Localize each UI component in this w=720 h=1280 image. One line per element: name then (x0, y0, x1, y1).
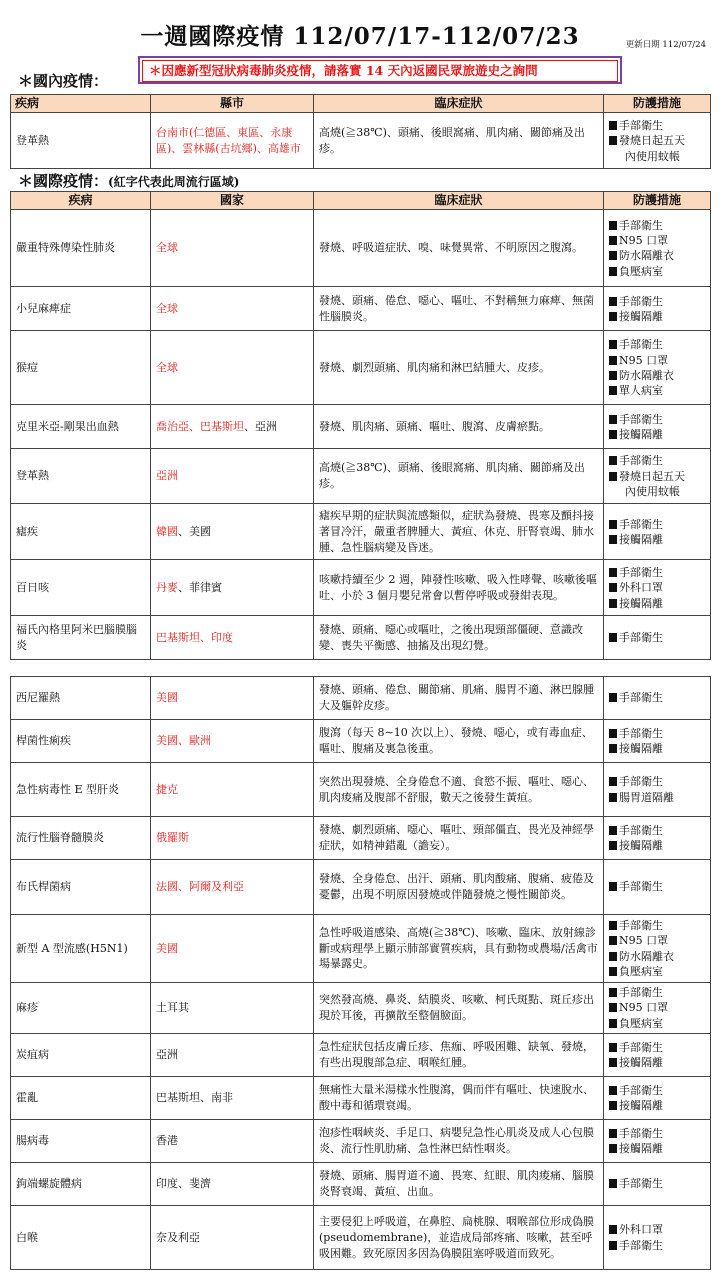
disease-cell: 嚴重特殊傳染性肺炎 (11, 210, 151, 287)
measure-item (609, 118, 705, 133)
bullet-square-icon (609, 312, 617, 321)
measure-label: 手部衛生 (619, 775, 663, 789)
measure-label: 外科口罩 (619, 1223, 663, 1237)
measure-label: 接觸隔離 (619, 427, 663, 441)
region-cell: 台南市(仁德區、東區、永康區)、雲林縣(古坑鄉)、高雄市 (151, 113, 314, 169)
measure-item (609, 149, 705, 164)
disease-cell: 桿菌性痢疾 (11, 720, 151, 763)
measure-item (609, 309, 705, 324)
disease-cell: 登革熱 (11, 449, 151, 504)
measure-item (609, 133, 705, 148)
region-cell (151, 763, 314, 817)
measures-cell (604, 504, 711, 560)
table-row (11, 1206, 711, 1270)
region-other: 亞洲 (156, 1048, 178, 1062)
table-row (11, 763, 711, 817)
symptoms-cell: 發燒、呼吸道症狀、嗅、味覺異常、不明原因之腹瀉。 (314, 210, 604, 287)
symptoms-cell: 無痛性大量米湯樣水性腹瀉，偶而伴有嘔吐、快速脫水、酸中毒和循環衰竭。 (314, 1077, 604, 1120)
bullet-square-icon (609, 356, 617, 365)
col-symptoms: 臨床症狀 (314, 95, 604, 113)
measure-label: 手部衛生 (619, 1126, 663, 1140)
domestic-heading: ＊國內疫情： (18, 72, 109, 90)
measure-item (609, 368, 705, 383)
symptoms-cell: 腹瀉（每天 8∼10 次以上）、發燒、噁心，或有毒血症、嘔吐、腹痛及裏急後重。 (314, 720, 604, 763)
col-region: 縣市 (151, 95, 314, 113)
measure-label: 手部衛生 (619, 880, 663, 894)
measure-item (609, 1055, 705, 1070)
measure-label: 手部衛生 (619, 294, 663, 308)
symptoms-cell: 急性症狀包括皮膚丘疹、焦痂、呼吸困難、缺氧、發燒，有些出現腹部急症、咽喉紅腫。 (314, 1034, 604, 1077)
measure-item (609, 1083, 705, 1098)
international-heading (18, 170, 239, 191)
bullet-square-icon (609, 967, 617, 976)
measures-cell (604, 287, 711, 331)
bullet-square-icon (609, 251, 617, 260)
bullet-square-icon (609, 221, 617, 230)
table-row (11, 210, 711, 287)
table-row (11, 287, 711, 331)
measure-label: 內使用蚊帳 (625, 485, 680, 499)
bullet-square-icon (609, 882, 617, 891)
notice-text: ＊因應新型冠狀病毒肺炎疫情，請落實 14 天內返國民眾旅遊史之詢問 (142, 60, 618, 82)
measure-item (609, 726, 705, 741)
table-row (11, 720, 711, 763)
measures-cell (604, 331, 711, 405)
measure-label: 手部衛生 (619, 1040, 663, 1054)
region-cell (151, 817, 314, 860)
region-highlight: 全球 (156, 360, 178, 374)
bullet-square-icon (609, 1129, 617, 1138)
measure-item (609, 469, 705, 484)
bullet-square-icon (609, 1241, 617, 1250)
disease-cell: 流行性腦脊髓膜炎 (11, 817, 151, 860)
region-highlight: 全球 (156, 241, 178, 255)
disease-cell: 瘧疾 (11, 504, 151, 560)
measure-label: 發燒日起五天 (619, 134, 685, 148)
region-cell (151, 405, 314, 449)
disease-cell: 鉤端螺旋體病 (11, 1163, 151, 1206)
measure-item (609, 964, 705, 979)
bullet-square-icon (609, 1043, 617, 1052)
measure-label: 手部衛生 (619, 1238, 663, 1252)
measure-label: 發燒日起五天 (619, 469, 685, 483)
table-row (11, 1163, 711, 1206)
measure-item (609, 337, 705, 352)
measure-label: 手部衛生 (619, 726, 663, 740)
region-highlight: 丹麥 (156, 580, 178, 594)
disease-cell: 白喉 (11, 1206, 151, 1270)
measure-item (609, 1141, 705, 1156)
measures-cell (604, 983, 711, 1034)
measure-item (609, 264, 705, 279)
measure-label: 手部衛生 (619, 918, 663, 932)
bullet-square-icon (609, 952, 617, 961)
measures-cell (604, 560, 711, 616)
region-cell (151, 1206, 314, 1270)
measure-item (609, 383, 705, 398)
symptoms-cell: 高燒(≧38℃)、頭痛、後眼窩痛、肌肉痛、關節痛及出疹。 (314, 113, 604, 169)
table-row (11, 1120, 711, 1163)
measure-item (609, 690, 705, 705)
region-highlight: 美國、歐洲 (156, 734, 211, 748)
region-cell (151, 983, 314, 1034)
measure-item (609, 484, 705, 499)
symptoms-cell: 突然出現發燒、全身倦怠不適、食慾不振、嘔吐、噁心、肌肉痠痛及腹部不舒服，數天之後發生黃疸。 (314, 763, 604, 817)
measure-label: 手部衛生 (619, 517, 663, 531)
disease-cell: 百日咳 (11, 560, 151, 616)
symptoms-cell: 瘧疾早期的症狀與流感類似，症狀為發燒、畏寒及顫抖接著冒冷汗，嚴重者脾腫大、黃疸、休克、肝腎衰竭、肺水腫、急性腦病變及昏迷。 (314, 504, 604, 560)
symptoms-cell: 發燒、劇烈頭痛、噁心、嘔吐、頸部僵直、畏光及神經學症狀，如精神錯亂（譫妄）。 (314, 817, 604, 860)
measure-label: 內使用蚊帳 (625, 149, 680, 163)
disease-cell: 小兒麻痺症 (11, 287, 151, 331)
bullet-square-icon (609, 415, 617, 424)
international-heading-note: (紅字代表此周流行區域) (108, 175, 240, 189)
table-row (11, 915, 711, 983)
measure-item (609, 838, 705, 853)
bullet-square-icon (609, 921, 617, 930)
measures-cell (604, 860, 711, 915)
symptoms-cell: 急性呼吸道感染、高燒(≧38℃)、咳嗽、臨床、放射線診斷或病理學上顯示肺部實質疾病，具有動物或農場/活禽市場暴露史。 (314, 915, 604, 983)
symptoms-cell: 發燒、頭痛、腸胃道不適、畏寒、紅眼、肌肉痠痛、腦膜炎腎衰竭、黃疸、出血。 (314, 1163, 604, 1206)
measure-item (609, 741, 705, 756)
symptoms-cell: 發燒、劇烈頭痛、肌肉痛和淋巴結腫大、皮疹。 (314, 331, 604, 405)
measure-item (609, 1040, 705, 1055)
region-cell (151, 860, 314, 915)
table-row (11, 560, 711, 616)
disease-cell: 福氏內格里阿米巴腦膜腦炎 (11, 616, 151, 660)
measure-item (609, 823, 705, 838)
measure-label: 防水隔離衣 (619, 368, 674, 382)
bullet-square-icon (609, 693, 617, 702)
measure-label: 接觸隔離 (619, 742, 663, 755)
measure-item (609, 774, 705, 789)
table-row (11, 860, 711, 915)
bullet-square-icon (609, 386, 617, 395)
table-row (11, 1034, 711, 1077)
region-highlight: 美國 (156, 691, 178, 705)
measure-item (609, 233, 705, 248)
measure-label: 手部衛生 (619, 565, 663, 579)
measure-item (609, 985, 705, 1000)
region-cell (151, 504, 314, 560)
measures-cell (604, 1120, 711, 1163)
region-cell (151, 616, 314, 660)
measures-cell (604, 210, 711, 287)
measure-label: 手部衛生 (619, 691, 663, 705)
table-row (11, 817, 711, 860)
measure-label: 接觸隔離 (619, 532, 663, 546)
region-cell (151, 1120, 314, 1163)
measure-label: 手部衛生 (619, 454, 663, 468)
measure-label: 手部衛生 (619, 118, 663, 132)
table-row (11, 113, 711, 169)
bullet-square-icon (609, 599, 617, 608)
symptoms-cell: 咳嗽持續至少 2 週，陣發性咳嗽、吸入性哮聲、咳嗽後嘔吐、小於 3 個月嬰兒常會以暫停呼吸或發紺表現。 (314, 560, 604, 616)
bullet-square-icon (609, 936, 617, 945)
measure-label: N95 口罩 (619, 934, 669, 948)
notice-box (138, 56, 622, 84)
bullet-square-icon (609, 729, 617, 738)
measure-item (609, 218, 705, 233)
measure-label: 接觸隔離 (619, 839, 663, 852)
measure-item (609, 949, 705, 964)
bullet-square-icon (609, 744, 617, 753)
region-other: 香港 (156, 1134, 178, 1148)
bullet-square-icon (609, 535, 617, 544)
symptoms-cell: 發燒、全身倦怠、出汗、頭痛、肌肉酸痛、腹痛、疲倦及憂鬱，出現不明原因發燒或伴隨發燒之慢性關節炎。 (314, 860, 604, 915)
disease-cell: 炭疽病 (11, 1034, 151, 1077)
symptoms-cell: 發燒、頭痛、倦怠、噁心、嘔吐、不對稱無力麻痺、無菌性腦膜炎。 (314, 287, 604, 331)
col-country: 國家 (151, 192, 314, 210)
disease-cell: 猴痘 (11, 331, 151, 405)
region-highlight: 美國 (156, 941, 178, 955)
table-row (11, 504, 711, 560)
region-cell (151, 1163, 314, 1206)
table-row (11, 677, 711, 720)
measures-cell (604, 1077, 711, 1120)
bullet-square-icon (609, 826, 617, 835)
bullet-square-icon (609, 793, 617, 802)
measures-cell (604, 113, 711, 169)
symptoms-cell: 突然發高燒、鼻炎、結膜炎、咳嗽、柯氏斑點、斑丘疹出現於耳後，再擴散至整個臉面。 (314, 983, 604, 1034)
disease-cell: 霍亂 (11, 1077, 151, 1120)
measures-cell (604, 405, 711, 449)
bullet-square-icon (609, 568, 617, 577)
symptoms-cell: 高燒(≧38℃)、頭痛、後眼窩痛、肌肉痛、關節痛及出疹。 (314, 449, 604, 504)
region-other: 、亞洲 (244, 419, 277, 433)
table-row (11, 1077, 711, 1120)
measure-item (609, 453, 705, 468)
measure-label: 外科口罩 (619, 581, 663, 595)
measure-label: 接觸隔離 (619, 1056, 663, 1070)
bullet-square-icon (609, 121, 617, 130)
region-other: 巴基斯坦、南非 (156, 1091, 233, 1105)
measure-item (609, 1098, 705, 1113)
measure-label: 手部衛生 (619, 631, 663, 645)
measure-label: 接觸隔離 (619, 1099, 663, 1113)
symptoms-cell: 發燒、肌肉痛、頭痛、嘔吐、腹瀉、皮膚瘀點。 (314, 405, 604, 449)
measure-label: 防水隔離衣 (619, 249, 674, 263)
measure-label: 接觸隔離 (619, 309, 663, 323)
measures-cell (604, 817, 711, 860)
measure-label: 手部衛生 (619, 986, 663, 999)
bullet-square-icon (609, 1003, 617, 1012)
region-other: 、菲律賓 (178, 580, 222, 594)
measure-item (609, 918, 705, 933)
measure-label: 防水隔離衣 (619, 949, 674, 963)
region-cell (151, 720, 314, 763)
region-highlight: 亞洲 (156, 469, 178, 483)
bullet-square-icon (609, 267, 617, 276)
measure-label: 手部衛生 (619, 823, 663, 837)
measure-label: 負壓病室 (619, 1016, 663, 1030)
col-disease: 疾病 (11, 192, 151, 210)
measures-cell (604, 677, 711, 720)
measure-item (609, 532, 705, 547)
measure-label: 手部衛生 (619, 338, 663, 352)
region-cell (151, 449, 314, 504)
region-cell (151, 1077, 314, 1120)
disease-cell: 登革熱 (11, 113, 151, 169)
bullet-square-icon (609, 371, 617, 380)
measure-item (609, 580, 705, 595)
bullet-square-icon (609, 340, 617, 349)
symptoms-cell: 泡疹性咽峽炎、手足口、病嬰兒急性心肌炎及成人心包膜炎、流行性肌肋痛、急性淋巴結性咽炎。 (314, 1120, 604, 1163)
bullet-square-icon (609, 430, 617, 439)
bullet-square-icon (609, 456, 617, 465)
bullet-square-icon (609, 1101, 617, 1110)
bullet-square-icon (609, 841, 617, 850)
measures-cell (604, 720, 711, 763)
measure-label: N95 口罩 (619, 353, 669, 367)
bullet-square-icon (609, 777, 617, 786)
disease-cell: 克里米亞-剛果出血熱 (11, 405, 151, 449)
measure-item (609, 412, 705, 427)
measure-item (609, 248, 705, 263)
domestic-table (10, 94, 711, 169)
region-highlight: 全球 (156, 301, 178, 315)
region-cell (151, 1034, 314, 1077)
bullet-square-icon (609, 1019, 617, 1028)
measure-label: N95 口罩 (619, 1001, 669, 1015)
col-measures: 防護措施 (604, 192, 711, 210)
measures-cell (604, 1034, 711, 1077)
measure-label: 負壓病室 (619, 964, 663, 978)
measures-cell (604, 616, 711, 660)
measure-label: 接觸隔離 (619, 1142, 663, 1156)
region-cell (151, 331, 314, 405)
bullet-square-icon (609, 1086, 617, 1095)
region-highlight: 捷克 (156, 782, 178, 796)
measure-label: 手部衛生 (619, 1177, 663, 1191)
bullet-square-icon (609, 472, 617, 481)
region-cell (151, 677, 314, 720)
region-highlight: 俄羅斯 (156, 831, 189, 845)
measure-label: 手部衛生 (619, 1083, 663, 1097)
bullet-square-icon (609, 633, 617, 642)
region-cell (151, 560, 314, 616)
measure-item (609, 596, 705, 611)
measure-item (609, 1016, 705, 1031)
table-row (11, 405, 711, 449)
measure-label: 手部衛生 (619, 412, 663, 426)
measures-cell (604, 915, 711, 983)
measure-item (609, 790, 705, 805)
table-row (11, 331, 711, 405)
disease-cell: 麻疹 (11, 983, 151, 1034)
bullet-square-icon (609, 520, 617, 529)
international-table-continued (10, 676, 711, 1270)
table-row (11, 449, 711, 504)
international-heading-label: ＊國際疫情： (18, 172, 109, 190)
bullet-square-icon (609, 236, 617, 245)
symptoms-cell: 發燒、頭痛、噁心或嘔吐，之後出現頸部僵硬、意識改變、喪失平衡感、抽搐及出現幻覺。 (314, 616, 604, 660)
bullet-square-icon (609, 583, 617, 592)
measure-label: N95 口罩 (619, 234, 669, 247)
bullet-square-icon (609, 1058, 617, 1067)
disease-cell: 新型 A 型流感(H5N1) (11, 915, 151, 983)
region-cell (151, 210, 314, 287)
bullet-square-icon (609, 1179, 617, 1188)
measure-item (609, 427, 705, 442)
disease-cell: 急性病毒性 E 型肝炎 (11, 763, 151, 817)
measure-label: 接觸隔離 (619, 596, 663, 610)
bullet-square-icon (609, 1144, 617, 1153)
region-other: 印度、斐濟 (156, 1177, 211, 1191)
col-measures: 防護措施 (604, 95, 711, 113)
symptoms-cell: 發燒、頭痛、倦怠、關節痛、肌痛、腸胃不適、淋巴腺腫大及軀幹皮疹。 (314, 677, 604, 720)
region-highlight: 韓國 (156, 524, 178, 538)
region-highlight: 法國、阿爾及利亞 (156, 880, 244, 894)
measure-item (609, 1126, 705, 1141)
measures-cell (604, 449, 711, 504)
measures-cell (604, 1163, 711, 1206)
measure-label: 負壓病室 (619, 264, 663, 278)
disease-cell: 西尼羅熱 (11, 677, 151, 720)
bullet-square-icon (609, 988, 617, 997)
bullet-square-icon (609, 297, 617, 306)
page-title: 一週國際疫情 112/07/17-112/07/23 (140, 23, 580, 50)
measure-item (609, 1238, 705, 1253)
bullet-square-icon (609, 1225, 617, 1234)
region-cell (151, 915, 314, 983)
measure-item (609, 933, 705, 948)
col-disease: 疾病 (11, 95, 151, 113)
measure-item (609, 1222, 705, 1237)
measure-item (609, 353, 705, 368)
region-cell (151, 287, 314, 331)
symptoms-cell: 主要侵犯上呼吸道，在鼻腔、扁桃腺、咽喉部位形成偽膜(pseudomembrane)，並造成局部疼痛、咳嗽，甚至呼吸困難。致死原因多因為偽膜阻塞呼吸道而致死。 (314, 1206, 604, 1270)
measure-item (609, 630, 705, 645)
region-other: 土耳其 (156, 1001, 189, 1015)
region-other: 奈及利亞 (156, 1230, 200, 1244)
col-symptoms: 臨床症狀 (314, 192, 604, 210)
measures-cell (604, 1206, 711, 1270)
measure-label: 手部衛生 (619, 218, 663, 232)
table-row (11, 983, 711, 1034)
table-row (11, 616, 711, 660)
measure-label: 單人病室 (619, 384, 663, 398)
international-table (10, 191, 711, 660)
update-date: 更新日期 112/07/24 (625, 40, 706, 50)
bullet-square-icon (609, 136, 617, 145)
region-other: 、美國 (178, 524, 211, 538)
region-highlight: 喬治亞、巴基斯坦 (156, 419, 244, 433)
disease-cell: 布氏桿菌病 (11, 860, 151, 915)
measure-item (609, 1000, 705, 1015)
measure-item (609, 294, 705, 309)
measure-item (609, 565, 705, 580)
disease-cell: 腸病毒 (11, 1120, 151, 1163)
measure-label: 腸胃道隔離 (619, 790, 674, 804)
measure-item (609, 1176, 705, 1191)
measure-item (609, 517, 705, 532)
measure-item (609, 879, 705, 894)
measures-cell (604, 763, 711, 817)
region-highlight: 巴基斯坦、印度 (156, 630, 233, 644)
